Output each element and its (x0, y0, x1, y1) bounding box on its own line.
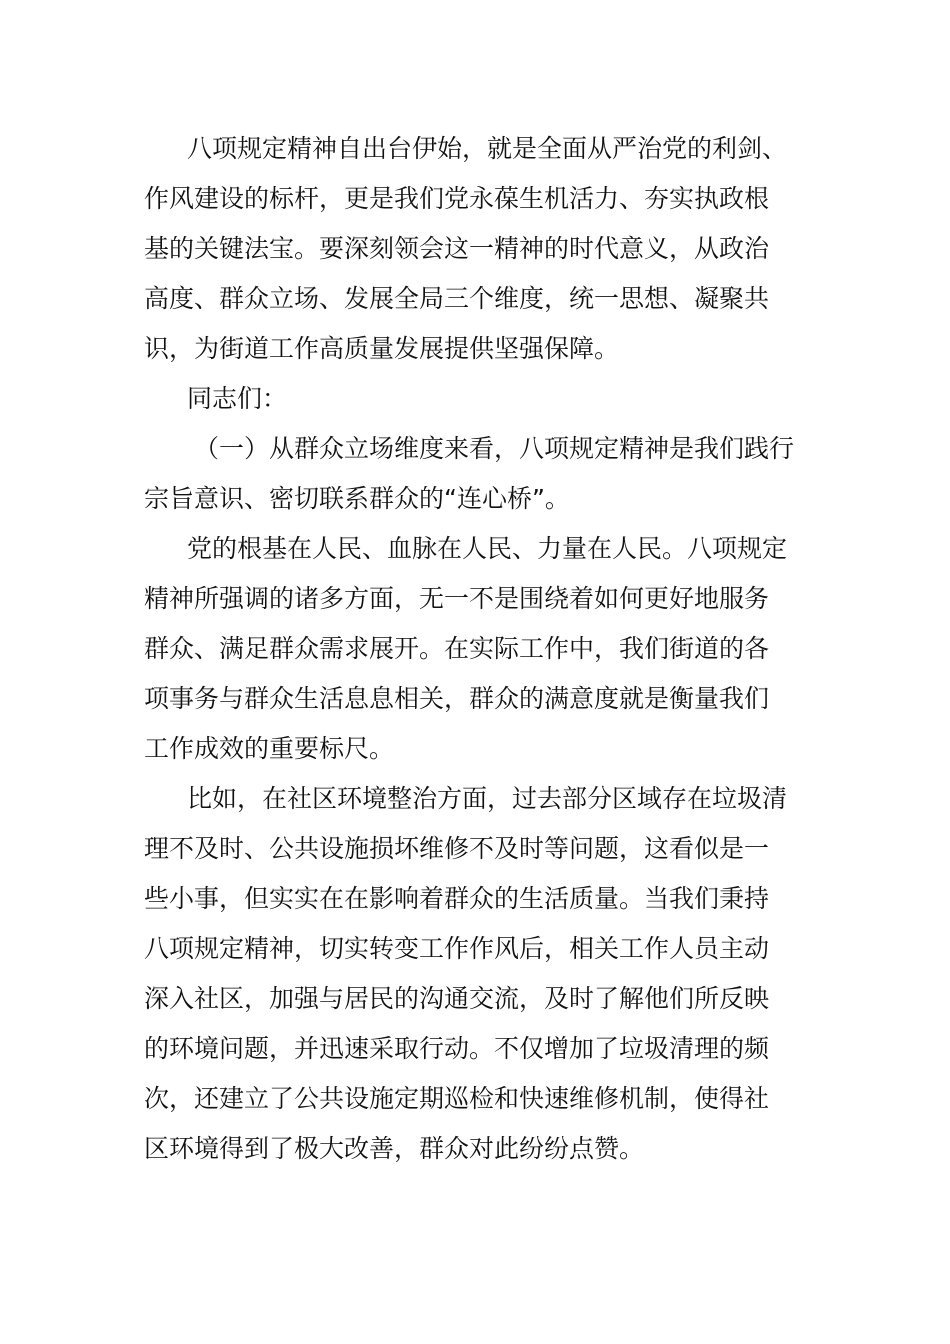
paragraph-2-line-1: 党的根基在人民、血脉在人民、力量在人民。八项规定 (187, 534, 788, 563)
paragraph-3-line-1: 比如，在社区环境整治方面，过去部分区域存在垃圾清 (187, 784, 788, 813)
paragraph-2-line-4: 项事务与群众生活息息相关，群众的满意度就是衡量我们 (144, 684, 770, 713)
paragraph-1-line-2: 作风建设的标杆，更是我们党永葆生机活力、夯实执政根 (144, 184, 770, 213)
section-heading-line-2: 宗旨意识、密切联系群众的“连心桥”。 (144, 484, 570, 513)
paragraph-2-line-5: 工作成效的重要标尺。 (144, 734, 395, 763)
paragraph-3-line-2: 理不及时、公共设施损坏维修不及时等问题，这看似是一 (144, 834, 770, 863)
paragraph-1-line-3: 基的关键法宝。要深刻领会这一精神的时代意义，从政治 (144, 234, 770, 263)
paragraph-2-line-3: 群众、满足群众需求展开。在实际工作中，我们街道的各 (144, 634, 770, 663)
paragraph-3-line-8: 区环境得到了极大改善，群众对此纷纷点赞。 (144, 1134, 645, 1163)
paragraph-2-line-2: 精神所强调的诸多方面，无一不是围绕着如何更好地服务 (144, 584, 770, 613)
section-heading-line-1: （一）从群众立场维度来看，八项规定精神是我们践行 (194, 434, 795, 463)
paragraph-3-line-7: 次，还建立了公共设施定期巡检和快速维修机制，使得社 (144, 1084, 770, 1113)
paragraph-3-line-5: 深入社区，加强与居民的沟通交流，及时了解他们所反映 (144, 984, 770, 1013)
paragraph-3-line-6: 的环境问题，并迅速采取行动。不仅增加了垃圾清理的频 (144, 1034, 770, 1063)
salutation: 同志们： (187, 384, 288, 413)
paragraph-3-line-4: 八项规定精神，切实转变工作作风后，相关工作人员主动 (144, 934, 770, 963)
paragraph-1-line-1: 八项规定精神自出台伊始，就是全面从严治党的利剑、 (187, 134, 788, 163)
paragraph-1-line-4: 高度、群众立场、发展全局三个维度，统一思想、凝聚共 (144, 284, 770, 313)
paragraph-1-line-5: 识，为街道工作高质量发展提供坚强保障。 (144, 334, 620, 363)
paragraph-3-line-3: 些小事，但实实在在影响着群众的生活质量。当我们秉持 (144, 884, 770, 913)
document-body (144, 124, 804, 1174)
